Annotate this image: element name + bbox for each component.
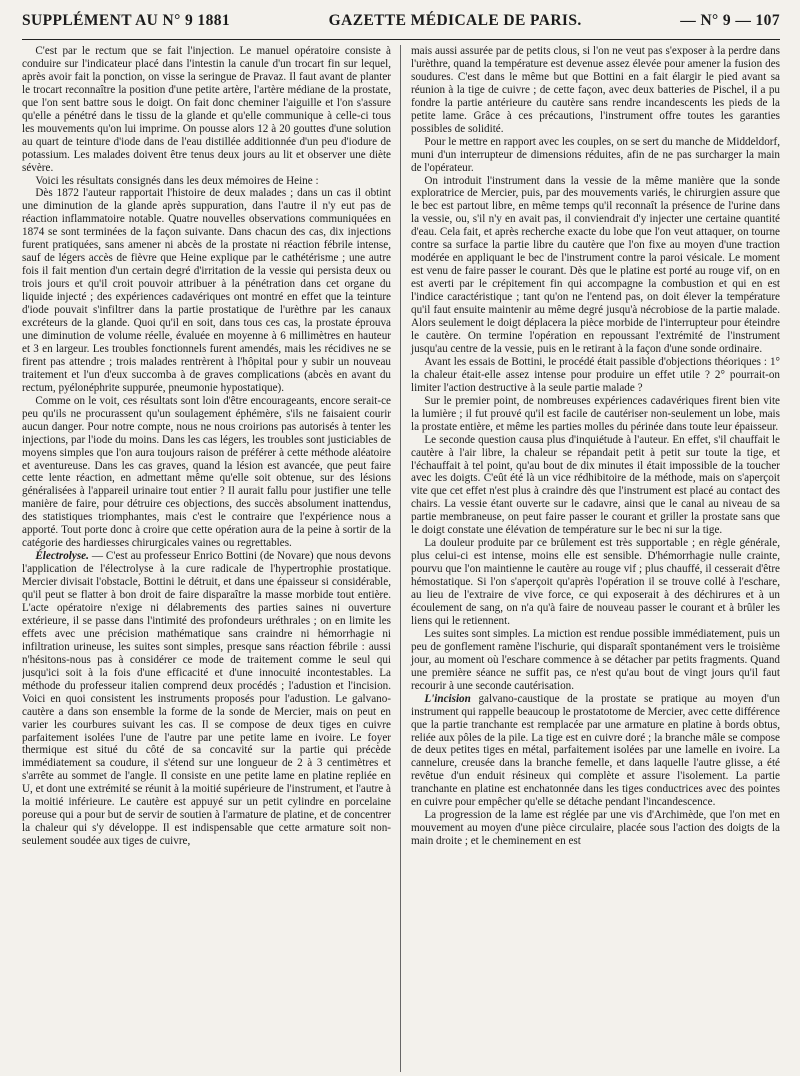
paragraph-text: Les suites sont simples. La miction est rendue possible immédiatement, puis un peu de gonflement ramène l'ischurie, qui disparaît spontanément vers le troisième jour, au moment où l'eschare commence à se détacher par petits fragments. Quand une première séance ne suffit pas, ce n'est qu'au bout de vingt jours qu'il faut recourir à une seconde cautérisation.	[411, 627, 780, 692]
paragraph-text: Comme on le voit, ces résultats sont loin d'être encourageants, encore serait-ce peu qu'ils ne procurassent qu'un soulagement éphémère, s'ils ne faisaient courir aucun danger. Pour notre compte, nous ne nous croirions pas autorisés à tenter les injections, par l'iode du moins. Dans les cas légers, les troubles sont justiciables de moyens simples que l'on aura toujours raison de préférer à cette méthode aléatoire et aventureuse. Dans les cas graves, quand la lésion est avancée, que peut faire cette lente réaction, en admettant même qu'elle soit obtenue, sur des lésions généralisées à l'appareil urinaire tout entier ? Il aurait fallu pour justifier une telle manière de faire, pour détruire ces objections, des succès absolument inattendus, des statistiques triomphantes, mais c'est le contraire que l'expérience nous a apporté. Tout porte donc à croire que cette opération aura de la peine à sortir de la catégorie des hardiesses chirurgicales vaines ou regrettables.	[22, 394, 391, 550]
paragraph	[22, 395, 391, 550]
header-rule	[22, 39, 780, 40]
paragraph-text: mais aussi assurée par de petits clous, si l'on ne veut pas s'exposer à la perdre dans l'urèthre, quand la température est devenue assez élevée pour amener la fusion des soudures. C'est dans le même but que Bottini en a fait élargir le pied avant sa réunion à la tige de cuivre ; de cette façon, avec deux batteries de Pischel, il a pu fondre la partie antérieure du cautère sans rendre incandescents les pieds de la petite lame. Grâce à ces précautions, l'instrument offre toutes les garanties possibles de solidité.	[411, 45, 780, 135]
paragraph	[22, 175, 391, 188]
column-divider	[400, 45, 401, 1072]
paragraph	[411, 356, 780, 395]
paragraph-text: Dès 1872 l'auteur rapportait l'histoire de deux malades ; dans un cas il obtint une diminution de la glande après suppuration, dans l'autre il n'y eut pas de réaction inflammatoire notable. Quatre nouvelles observations communiquées en 1874 se sont terminées de la façon suivante. Dans chacun des cas, dix injections furent pratiquées, sans amener ni abcès de la prostate ni réaction fébrile intense, sauf de légers accès de fièvre que Heine explique par le cathétérisme ; une autre fois il fait mention d'un certain degré d'irritation de la vessie qui persista deux ou trois jours et qu'il croit pouvoir attribuer à la pénétration dans cet organe du liquide injecté ; des expériences cadavériques ont montré en effet que la teinture d'iode pouvait s'infiltrer dans la partie prostatique de l'urèthre par les canaux excréteurs de la glande. Quoi qu'il en soit, dans tous ces cas, la prostate éprouva une diminution de volume réelle, évaluée en moyenne à 6 millimètres en hauteur et 3 en largeur. Les troubles fonctionnels furent amendés, mais les récidives ne se firent pas attendre ; trois malades rentrèrent à l'hôpital pour y subir un nouveau traitement et l'un d'eux succomba à de graves complications (abcès en avant du rectum, pyélonéphrite suppurée, pneumonie hypostatique).	[22, 187, 391, 394]
right-column	[402, 45, 780, 1072]
paragraph	[22, 550, 391, 848]
paragraph	[411, 136, 780, 175]
paragraph	[411, 45, 780, 136]
paragraph-text: — C'est au professeur Enrico Bottini (de Novare) que nous devons l'application de l'électrolyse à la cure radicale de l'hypertrophie prostatique. Mercier divisait l'obstacle, Bottini le détruit, et dans une épaisseur si considérable, qu'il peut se flatter à bon droit de faire disparaître la masse morbide tout entière. L'acte opératoire n'exige ni délabrements des parties saines ni ouverture extérieure, il se passe dans l'intimité des profondeurs uréthrales ; on en limite les effets avec une précision mathématique sans craindre ni hémorrhagie ni infiltration urineuse, les suites sont simples, presque sans réaction fébrile : aussi n'hésitons-nous pas à considérer ce mode de traitement comme le seul qui jusqu'ici soit à la fois d'une efficacité et d'une innocuité incontestables. La méthode du professeur italien comprend deux procédés ; l'adustion et l'incision. Voici en quoi consistent les instruments proposés pour l'adustion. Le galvano-cautère a dans son ensemble la forme de la sonde de Mercier, mais on peut en varier les courbures suivant les cas. Il se compose de deux tiges en cuivre parfaitement isolées l'une de l'autre par une petite lame en ivoire. Le foyer thermique est situé du côté de sa concavité sur la partie qui précède immédiatement sa coudure, il s'étend sur une longueur de 2 à 3 centimètres et s'arrête au sommet de l'angle. Il consiste en une petite lame en platine repliée en U, et dont une extrémité se réunit à la moitié supérieure de l'instrument, et l'autre à la moitié inférieure. Le cautère est appuyé sur un petit cylindre en porcelaine poreuse qui a pour but de servir de soutien à l'armature de platine, et de concentrer la chaleur qui s'y développe. Il est indispensable que cette armature soit non-seulement soudée aux tiges de cuivre,	[22, 550, 391, 848]
paragraph-text: La douleur produite par ce brûlement est très supportable ; en règle générale, plus celui-ci est intense, moins elle est sensible. D'hémorrhagie nulle crainte, pourvu que l'on maintienne le cautère au rouge vif ; plus chauffé, il cesserait d'être hémostatique. Si l'on s'aperçoit qu'après l'opération il se trouve collé à l'eschare, au lieu de l'extraire de vive force, ce qui exposerait à des déchirures et à un écoulement de sang, on n'a qu'à faire de nouveau passer le courant et à brûler les liens qui le retiennent.	[411, 537, 780, 627]
header-supplement: SUPPLÉMENT AU N° 9 1881	[22, 12, 231, 29]
paragraph	[411, 434, 780, 538]
paragraph	[22, 45, 391, 175]
paragraph	[411, 537, 780, 628]
paragraph-text: C'est par le rectum que se fait l'injection. Le manuel opératoire consiste à conduire sur l'indicateur placé dans l'intestin la canule d'un trocart fin sur lequel, après avoir fait la ponction, on visse la seringue de Pravaz. Il faut avant de planter le trocart reconnaître la position d'une petite artère, l'artère médiane de la prostate, que l'on sent battre sous le doigt. On fait donc cheminer l'aiguille et l'on s'assure qu'elle a pénétré dans le tissu de la glande et qu'elle communique à celle-ci tous les mouvements qu'on lui imprime. On pousse alors 12 à 20 gouttes d'une solution au quart de teinture d'iode dans de l'eau distillée additionnée d'un peu d'iodure de potassium. Les malades doivent être tenus deux jours au lit et observer une diète sévère.	[22, 45, 391, 174]
paragraph-text: Voici les résultats consignés dans les deux mémoires de Heine :	[35, 174, 319, 187]
header-page-number: — N° 9 — 107	[680, 12, 780, 29]
paragraph	[22, 187, 391, 394]
paragraph	[411, 175, 780, 356]
header-journal-title: GAZETTE MÉDICALE DE PARIS.	[328, 12, 582, 29]
paragraph	[411, 628, 780, 693]
paragraph-text: Avant les essais de Bottini, le procédé était passible d'objections théoriques : 1° la chaleur était-elle assez intense pour produire un effet utile ? 2° pourrait-on limiter l'action destructive à la seule partie malade ?	[411, 355, 780, 394]
paragraph-text: Pour le mettre en rapport avec les couples, on se sert du manche de Middeldorf, muni d'un interrupteur de dimensions réduites, afin de ne pas surcharger la main de l'opérateur.	[411, 135, 780, 174]
paragraph	[411, 809, 780, 848]
paragraph-text: Sur le premier point, de nombreuses expériences cadavériques firent bien vite la lumière ; il fut prouvé qu'il est facile de cautériser non-seulement un lobe, mais la prostate entière, et même les parties molles du périnée dans toute leur épaisseur.	[411, 394, 780, 433]
paragraph-text: Le seconde question causa plus d'inquiétude à l'auteur. En effet, s'il chauffait le cautère à l'air libre, la chaleur se répandait petit à petit sur toute la tige, et l'échauffait à tel point, qu'au bout de dix minutes il était impossible de la toucher avec les doigts. C'eût été là un vice rédhibitoire de la méthode, mais on s'aperçoit vite que cet effet n'est plus à craindre dès que l'instrument est placé au contact des chairs. La vessie étant ouverte sur le cadavre, ainsi que le canal au niveau de sa partie membraneuse, on peut faire passer le courant et griller la prostate sans que le doigt constate une élévation de température sur le bec ni sur la tige.	[411, 433, 780, 537]
paragraph-text: La progression de la lame est réglée par une vis d'Archimède, que l'on met en mouvement au moyen d'une pièce circulaire, placée sous l'action des doigts de la main droite ; et le cheminement en est	[411, 809, 780, 848]
paragraph-text: On introduit l'instrument dans la vessie de la même manière que la sonde exploratrice de Mercier, puis, par des mouvements variés, le chirurgien assure que le bec est partout libre, en même temps qu'il reconnaît la présence de l'urine dans la vessie, ou, s'il n'y en avait pas, il conviendrait d'y injecter une certaine quantité d'eau. Cela fait, et après recherche exacte du lobe que l'on veut attaquer, on tourne contre sa surface la partie libre du cautère que l'on fixe au moyen d'une traction modérée en appliquant le bec de l'instrument contre la paroi vésicale. Le moment est venu de faire passer le courant. Dès que le platine est porté au rouge vif, on en est averti par le crépitement fin qui accompagne la combustion et qui en est l'indice caractéristique ; tant qu'on ne l'entend pas, on doit élever la température qu'il faut ensuite maintenir au même degré jusqu'à nécrobiose de la partie malade. Alors seulement le doigt déplacera la pièce morbide de l'interrupteur pour éteindre le cautère. On termine l'opération en repoussant l'extrémité de l'instrument jusqu'au centre de la vessie, puis en le retirant à la façon d'une sonde ordinaire.	[411, 174, 780, 355]
left-column	[22, 45, 399, 1072]
paragraph	[411, 693, 780, 810]
section-title: Électrolyse.	[35, 550, 89, 563]
running-header	[22, 12, 780, 38]
text-columns	[22, 45, 780, 1072]
paragraph	[411, 395, 780, 434]
paragraph-text: galvano-caustique de la prostate se pratique au moyen d'un instrument qui rappelle beaucoup le prostatotome de Mercier, avec cette différence que la partie tranchante est remplacée par une armature en platine à bords obtus, reliée aux pôles de la pile. La tige est en cuivre doré ; la branche mâle se compose de deux petites tiges en métal, parfaitement isolées par une lamelle en ivoire. La cannelure, creusée dans la branche femelle, et dans laquelle l'autre glisse, a été revêtue d'un enduit résineux qui complète et assure l'isolement. La partie tranchante en platine est enchatonnée dans les tiges conductrices avec des pointes en cuivre pour empêcher qu'elle se détache pendant l'incandescence.	[411, 692, 780, 809]
section-title: L'incision	[424, 692, 471, 705]
